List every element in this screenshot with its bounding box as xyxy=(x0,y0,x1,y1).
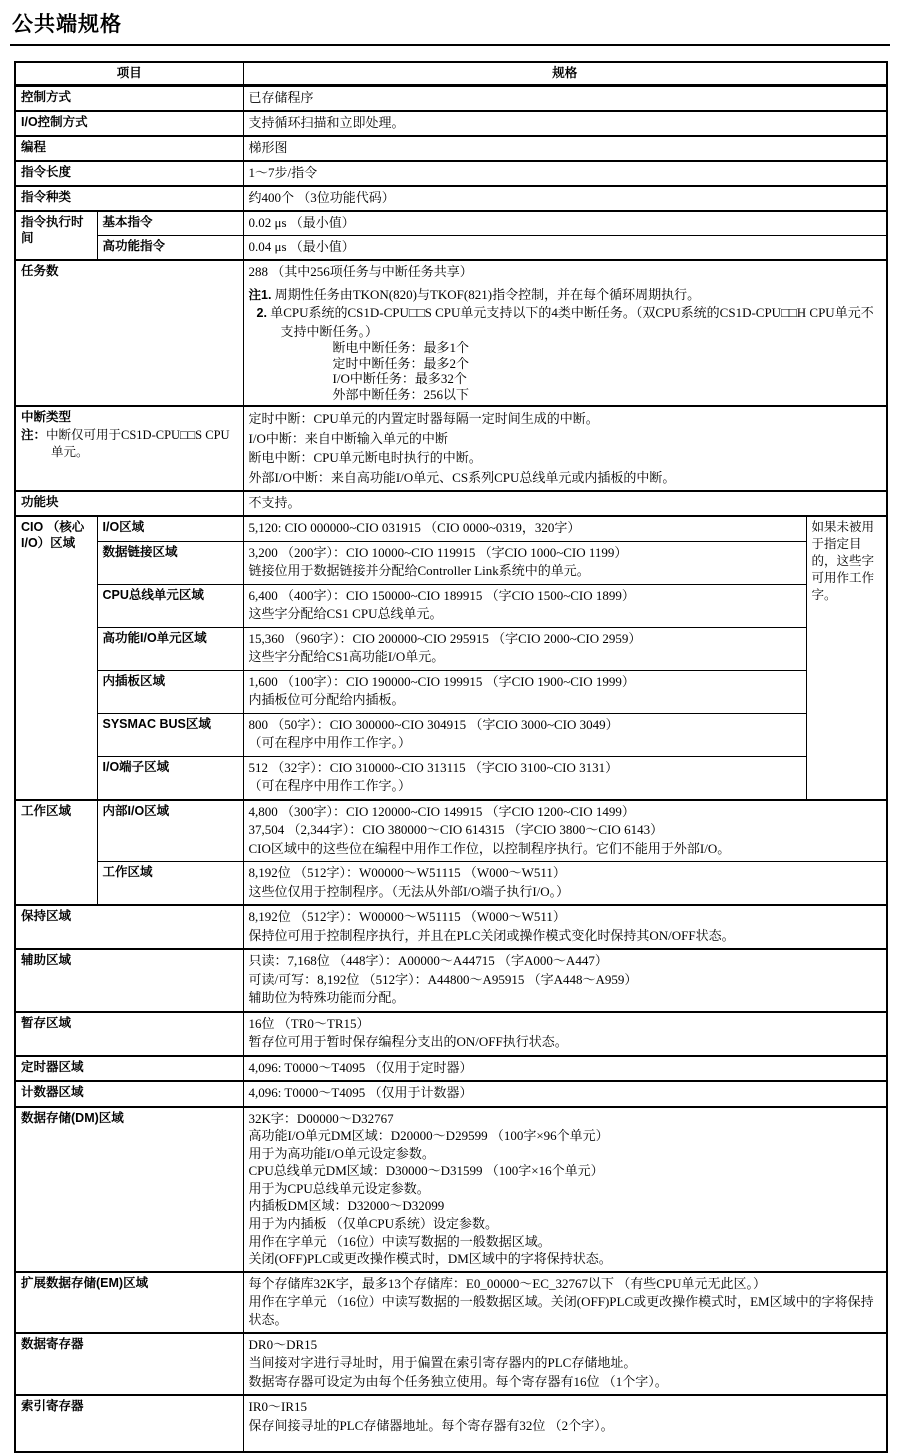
row-cio-innerboard-area xyxy=(15,670,887,713)
sub-item-cell: 高功能I/O单元区域 xyxy=(97,627,243,670)
spec-line: 内插板位可分配给内插板。 xyxy=(248,692,405,707)
spec-line: 512 （32字）：CIO 310000~CIO 313115 （字CIO 3100~CIO 3131） xyxy=(248,759,619,775)
sub-item-cell: SYSMAC BUS区域 xyxy=(97,713,243,756)
spec-cell xyxy=(243,541,806,584)
task-note-1 xyxy=(249,286,883,305)
row-cio-sysmacbus-area xyxy=(15,713,887,756)
row-tasks xyxy=(15,260,887,406)
row-instr-exec-special xyxy=(15,236,887,261)
spec-line: 当间接对字进行寻址时，用于偏置在索引寄存器内的PLC存储地址。 xyxy=(248,1355,637,1371)
spec-line: 1,600 （100字）：CIO 190000~CIO 199915 （字CIO 1900~CIO 1999） xyxy=(248,673,635,689)
spec-line: 3,200 （200字）：CIO 10000~CIO 119915 （字CIO 1000~CIO 1199） xyxy=(248,544,628,560)
row-cio-specialio-area xyxy=(15,627,887,670)
row-holding-area xyxy=(15,905,887,949)
row-control-method xyxy=(15,86,887,112)
item-cell: 保持区域 xyxy=(15,905,243,949)
column-header-spec: 规格 xyxy=(243,62,887,86)
spec-cell: 0.02 μs （最小值） xyxy=(243,211,887,236)
spec-cell xyxy=(243,800,887,862)
page-title: 公共端规格 xyxy=(10,8,890,46)
spec-line: 37,504 （2,344字）：CIO 380000～CIO 614315 （字CIO 3800～CIO 6143） xyxy=(248,822,664,837)
spec-cell xyxy=(243,260,887,406)
spec-line: 只读：7,168位 （448字）：A00000～A44715 （字A000～A447） xyxy=(248,953,608,968)
sub-item-cell: 工作区域 xyxy=(97,862,243,906)
row-temporary-area xyxy=(15,1012,887,1056)
spec-cell: 约400个 （3位功能代码） xyxy=(243,186,887,211)
row-instruction-length xyxy=(15,161,887,186)
item-cell: 数据寄存器 xyxy=(15,1333,243,1396)
note-text: 周期性任务由TKON(820)与TKOF(821)指令控制，并在每个循环周期执行。 xyxy=(274,286,701,302)
item-cell: 定时器区域 xyxy=(15,1056,243,1082)
sub-item-cell: I/O端子区域 xyxy=(97,756,243,800)
spec-cell xyxy=(243,756,806,800)
item-cell: 功能块 xyxy=(15,491,243,516)
spec-line: 关闭(OFF)PLC或更改操作模式时，DM区域中的字将保持状态。 xyxy=(248,1251,612,1267)
table-header-row xyxy=(15,62,887,86)
sub-item-cell: I/O区域 xyxy=(97,516,243,541)
spec-cell xyxy=(243,713,806,756)
note-text: 单CPU系统的CS1D-CPU□□S CPU单元支持以下的4类中断任务。（双CPU系统的CS1D-CPU□□H CPU单元不支持中断任务。） xyxy=(270,305,874,339)
spec-table xyxy=(14,61,888,1453)
spec-cell xyxy=(243,1272,887,1333)
row-work-area xyxy=(15,862,887,906)
spec-cell: 已存储程序 xyxy=(243,86,887,112)
column-header-item: 项目 xyxy=(15,62,243,86)
task-sub-item: 外部中断任务：256以下 xyxy=(332,386,470,402)
item-cell: 控制方式 xyxy=(15,86,243,112)
interrupt-note xyxy=(21,427,239,460)
spec-line: IR0～IR15 xyxy=(248,1399,308,1415)
spec-cell xyxy=(243,905,887,949)
spec-line: 16位 （TR0～TR15） xyxy=(248,1015,370,1031)
row-counter-area xyxy=(15,1081,887,1107)
row-em-area xyxy=(15,1272,887,1333)
row-programming xyxy=(15,136,887,161)
spec-line: 定时中断：CPU单元的内置定时器每隔一定时间生成的中断。 xyxy=(248,411,599,426)
spec-cell xyxy=(243,862,887,906)
spec-line: 32K字：D00000～D32767 xyxy=(248,1110,394,1126)
sub-item-cell: 内插板区域 xyxy=(97,670,243,713)
item-cell: 索引寄存器 xyxy=(15,1395,243,1452)
spec-line: （可在程序中用作工作字。） xyxy=(248,735,412,750)
spec-cell: 不支持。 xyxy=(243,491,887,516)
spec-line: 6,400 （400字）：CIO 150000~CIO 189915 （字CIO 1500~CIO 1899） xyxy=(248,587,635,603)
note-label: 注： xyxy=(21,428,47,442)
spec-line: I/O中断：来自中断输入单元的中断 xyxy=(248,430,448,446)
row-instruction-types xyxy=(15,186,887,211)
row-io-control-method xyxy=(15,111,887,136)
sub-item-cell: 内部I/O区域 xyxy=(97,800,243,862)
row-dm-area xyxy=(15,1107,887,1272)
spec-line: 用作在字单元 （16位）中读写数据的一般数据区域。 xyxy=(248,1233,551,1249)
item-cell: 暂存区域 xyxy=(15,1012,243,1056)
spec-line: 用于为内插板 （仅单CPU系统）设定参数。 xyxy=(248,1216,499,1232)
task-sub-item: 断电中断任务：最多1个 xyxy=(332,340,470,355)
spec-line: 这些字分配给CS1高功能I/O单元。 xyxy=(248,649,445,664)
item-cell: 辅助区域 xyxy=(15,949,243,1012)
spec-line: 这些位仅用于控制程序。（无法从外部I/O端子执行I/O。） xyxy=(248,883,570,899)
spec-line: 8,192位 （512字）：W00000～W51115 （W000～W511） xyxy=(248,909,566,924)
row-cio-io-area xyxy=(15,516,887,541)
row-cio-cpubus-area xyxy=(15,584,887,627)
row-timer-area xyxy=(15,1056,887,1082)
spec-line: 15,360 （960字）：CIO 200000~CIO 295915 （字CIO 2000~CIO 2959） xyxy=(248,630,642,646)
note-label: 注1. xyxy=(248,287,272,302)
spec-line: 外部I/O中断：来自高功能I/O单元、CS系列CPU总线单元或内插板的中断。 xyxy=(248,469,676,485)
row-data-registers xyxy=(15,1333,887,1396)
spec-line: 这些字分配给CS1 CPU总线单元。 xyxy=(248,606,443,621)
sub-item-cell: 数据链接区域 xyxy=(97,541,243,584)
spec-line: CPU总线单元DM区域：D30000～D31599 （100字×16个单元） xyxy=(248,1163,604,1179)
row-cio-datalink-area xyxy=(15,541,887,584)
item-cell: 计数器区域 xyxy=(15,1081,243,1107)
spec-cell: 0.04 μs （最小值） xyxy=(243,236,887,261)
spec-line: 保存间接寻址的PLC存储器地址。每个寄存器有32位 （2个字）。 xyxy=(248,1417,614,1433)
spec-line: 用于为CPU总线单元设定参数。 xyxy=(248,1180,430,1196)
item-label: 中断类型 xyxy=(21,410,72,424)
item-cell: 指令种类 xyxy=(15,186,243,211)
spec-cell xyxy=(243,1056,887,1082)
item-cell: CIO （核心I/O）区域 xyxy=(15,516,97,800)
item-cell: 任务数 xyxy=(15,260,243,406)
item-cell: 扩展数据存储(EM)区域 xyxy=(15,1272,243,1333)
row-instr-exec-basic xyxy=(15,211,887,236)
note-text: 中断仅可用于CS1D-CPU□□S CPU单元。 xyxy=(46,428,230,459)
row-index-registers xyxy=(15,1395,887,1452)
spec-line: 链接位用于数据链接并分配给Controller Link系统中的单元。 xyxy=(248,563,590,578)
item-cell: I/O控制方式 xyxy=(15,111,243,136)
spec-line: 每个存储库32K字，最多13个存储库：E0_00000～EC_32767以下 （有些CPU单元无此区。） xyxy=(248,1275,766,1291)
task-sub-item: 定时中断任务：最多2个 xyxy=(332,355,470,371)
spec-cell xyxy=(243,1081,887,1107)
spec-line: 用作在字单元 （16位）中读写数据的一般数据区域。关闭(OFF)PLC或更改操作模式时，EM区域中的字将保持状态。 xyxy=(248,1293,874,1327)
sub-item-cell: CPU总线单元区域 xyxy=(97,584,243,627)
item-cell: 数据存储(DM)区域 xyxy=(15,1107,243,1272)
spec-line: 800 （50字）：CIO 300000~CIO 304915 （字CIO 3000~CIO 3049） xyxy=(248,716,619,732)
spec-cell: 梯形图 xyxy=(243,136,887,161)
item-cell xyxy=(15,406,243,491)
spec-line: 保持位可用于控制程序执行，并且在PLC关闭或操作模式变化时保持其ON/OFF状态。 xyxy=(248,927,735,943)
spec-cell: 支持循环扫描和立即处理。 xyxy=(243,111,887,136)
spec-line: 4,096: T0000～T4095 （仅用于定时器） xyxy=(248,1059,473,1075)
spec-line: 4,800 （300字）：CIO 120000~CIO 149915 （字CIO 1200~CIO 1499） xyxy=(248,803,635,819)
spec-line: （可在程序中用作工作字。） xyxy=(248,778,412,793)
item-cell: 指令执行时间 xyxy=(15,211,97,260)
spec-cell xyxy=(243,1333,887,1396)
row-work-internal-io xyxy=(15,800,887,862)
spec-line: CIO区域中的这些位在编程中用作工作位，以控制程序执行。它们不能用于外部I/O。 xyxy=(248,840,731,856)
task-note-2 xyxy=(249,304,883,340)
row-auxiliary-area xyxy=(15,949,887,1012)
spec-cell xyxy=(243,406,887,491)
spec-cell xyxy=(243,1012,887,1056)
spec-line: 5,120: CIO 000000~CIO 031915 （CIO 0000~0319，320字） xyxy=(248,520,581,535)
spec-line: DR0～DR15 xyxy=(248,1336,318,1352)
spec-cell xyxy=(243,1395,887,1452)
spec-cell xyxy=(243,670,806,713)
item-cell: 工作区域 xyxy=(15,800,97,906)
spec-line: 辅助位为特殊功能而分配。 xyxy=(248,990,405,1005)
spec-line: 可读/可写：8,192位 （512字）：A44800～A95915 （字A448～A959） xyxy=(248,971,638,987)
row-cio-ioterminal-area xyxy=(15,756,887,800)
side-note-cell: 如果未被用于指定目的，这些字可用作工作字。 xyxy=(806,516,887,800)
item-cell: 指令长度 xyxy=(15,161,243,186)
spec-cell xyxy=(243,516,806,541)
item-cell: 编程 xyxy=(15,136,243,161)
task-sub-item: I/O中断任务：最多32个 xyxy=(332,371,467,386)
spec-line: 用于为高功能I/O单元设定参数。 xyxy=(248,1145,435,1161)
spec-cell xyxy=(243,627,806,670)
spec-line: 8,192位 （512字）：W00000～W51115 （W000～W511） xyxy=(248,865,566,880)
sub-item-cell: 基本指令 xyxy=(97,211,243,236)
spec-line: 288 （其中256项任务与中断任务共享） xyxy=(248,264,473,279)
spec-cell xyxy=(243,949,887,1012)
spec-line: 断电中断：CPU单元断电时执行的中断。 xyxy=(248,450,482,465)
spec-line: 内插板DM区域：D32000～D32099 xyxy=(248,1198,445,1214)
spec-cell: 1～7步/指令 xyxy=(243,161,887,186)
spec-cell xyxy=(243,1107,887,1272)
note-label: 2. xyxy=(256,306,267,320)
spec-line: 4,096: T0000～T4095 （仅用于计数器） xyxy=(248,1085,473,1100)
row-function-block xyxy=(15,491,887,516)
spec-line: 数据寄存器可设定为由每个任务独立使用。每个寄存器有16位 （1个字）。 xyxy=(248,1373,668,1389)
spec-cell xyxy=(243,584,806,627)
spec-line: 暂存位可用于暂时保存编程分支出的ON/OFF执行状态。 xyxy=(248,1034,568,1049)
row-interrupt-types xyxy=(15,406,887,491)
spec-line: 高功能I/O单元DM区域：D20000～D29599 （100字×96个单元） xyxy=(248,1128,609,1144)
sub-item-cell: 高功能指令 xyxy=(97,236,243,261)
